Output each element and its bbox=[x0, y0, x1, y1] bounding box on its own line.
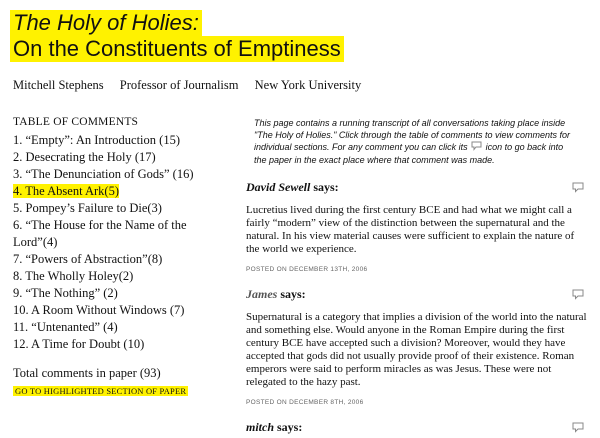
table-of-comments bbox=[13, 116, 223, 399]
toc-item[interactable] bbox=[13, 319, 223, 336]
intro-text bbox=[254, 118, 574, 166]
comment-item bbox=[246, 420, 590, 435]
comment-author-name[interactable]: David Sewell bbox=[246, 180, 311, 194]
author-line bbox=[13, 78, 374, 93]
toc-item[interactable] bbox=[13, 200, 223, 217]
toc-item-label[interactable]: 11. “Untenanted” (4) bbox=[13, 320, 118, 334]
comment-date: POSTED ON DECEMBER 13TH, 2006 bbox=[246, 266, 368, 273]
intro-part-1: This page contains a running transcript of all conversations taking place inside "The Holy of Holies." Click through the table of comments to view comments for individual sections. For any comment you can click its bbox=[254, 118, 571, 152]
comment-bubble-icon[interactable] bbox=[572, 180, 584, 198]
toc-item-label[interactable]: 12. A Time for Doubt (10) bbox=[13, 337, 145, 351]
total-comments: Total comments in paper (93) bbox=[13, 366, 161, 380]
toc-item-label[interactable]: 2. Desecrating the Holy (17) bbox=[13, 150, 156, 164]
toc-item[interactable] bbox=[13, 183, 223, 200]
comment-date: POSTED ON DECEMBER 8TH, 2006 bbox=[246, 399, 364, 406]
toc-item[interactable] bbox=[13, 268, 223, 285]
toc-item[interactable] bbox=[13, 166, 223, 183]
toc-item[interactable] bbox=[13, 132, 223, 149]
toc-item[interactable] bbox=[13, 251, 223, 268]
toc-item-label[interactable]: 3. “The Denunciation of Gods” (16) bbox=[13, 167, 194, 181]
comment-says: says: bbox=[280, 287, 306, 301]
toc-item-label[interactable]: 9. “The Nothing” (2) bbox=[13, 286, 118, 300]
toc-item[interactable] bbox=[13, 302, 223, 319]
toc-item[interactable] bbox=[13, 336, 223, 353]
toc-item[interactable] bbox=[13, 217, 223, 251]
title-line-2: On the Constituents of Emptiness bbox=[10, 36, 344, 62]
comment-bubble-icon bbox=[471, 141, 482, 155]
comment-author bbox=[246, 287, 590, 302]
comment-item bbox=[246, 180, 590, 273]
author-institution: New York University bbox=[254, 78, 362, 92]
comments-column bbox=[246, 118, 590, 435]
toc-item-label[interactable]: 7. “Powers of Abstraction”(8) bbox=[13, 252, 163, 266]
title-line-1: The Holy of Holies: bbox=[10, 10, 202, 36]
comment-item bbox=[246, 287, 590, 406]
page-title bbox=[10, 10, 344, 62]
comment-author bbox=[246, 420, 590, 435]
toc-item-label[interactable]: 8. The Wholly Holey(2) bbox=[13, 269, 134, 283]
toc-item-label[interactable]: 1. “Empty”: An Introduction (15) bbox=[13, 133, 180, 147]
comment-bubble-icon[interactable] bbox=[572, 287, 584, 305]
comment-says: says: bbox=[313, 180, 339, 194]
comment-bubble-icon[interactable] bbox=[572, 420, 584, 438]
comment-author-name[interactable]: mitch bbox=[246, 420, 275, 434]
toc-item-label[interactable]: 10. A Room Without Windows (7) bbox=[13, 303, 185, 317]
goto-highlighted-link[interactable]: GO TO HIGHLIGHTED SECTION OF PAPER bbox=[15, 386, 187, 396]
intro-part-2: icon to go back into the paper in the exact place where that comment was made. bbox=[254, 142, 564, 165]
comment-author-name[interactable]: James bbox=[246, 287, 278, 301]
toc-item[interactable] bbox=[13, 285, 223, 302]
author-name: Mitchell Stephens bbox=[13, 78, 104, 92]
toc-heading: TABLE OF COMMENTS bbox=[13, 116, 139, 128]
toc-item-label[interactable]: 5. Pompey’s Failure to Die(3) bbox=[13, 201, 162, 215]
toc-item[interactable] bbox=[13, 149, 223, 166]
comment-says: says: bbox=[277, 420, 303, 434]
toc-list bbox=[13, 132, 223, 353]
toc-item-label[interactable]: 4. The Absent Ark(5) bbox=[13, 184, 120, 198]
comment-author bbox=[246, 180, 590, 195]
comment-body: Supernatural is a category that implies a division of the world into the natural and something else. Would anyone in the Roman Empire during the first century BCE have accepted such a division? Moreover, would they have accepted that gods did not usually provide proof of their existence. Roman emperors were said to perform miracles as was Jesus. These were not relegated to the hazy past. bbox=[246, 311, 587, 388]
author-role: Professor of Journalism bbox=[119, 78, 239, 92]
comment-body: Lucretius lived during the first century BCE and had what we might call a fairly “modern” view of the distinction between the supernatural and the natural. In his view material causes were sufficient to explain the nature of the world we experience. bbox=[246, 204, 575, 255]
toc-item-label[interactable]: 6. “The House for the Name of the Lord”(4) bbox=[13, 218, 187, 249]
